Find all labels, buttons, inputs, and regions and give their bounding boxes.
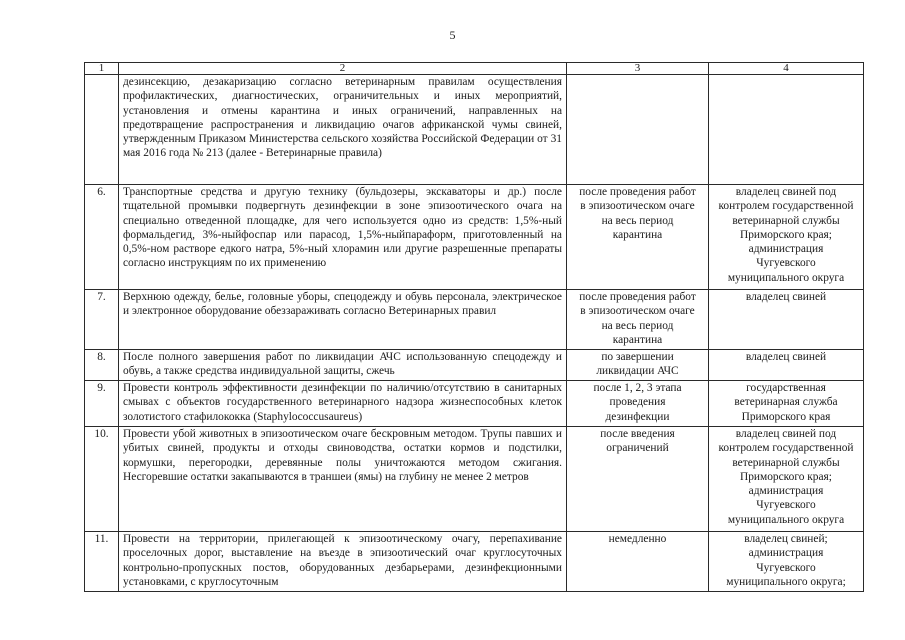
term-text: немедленно — [608, 533, 667, 545]
table-row — [85, 381, 864, 427]
responsible-text: владелец свиней — [745, 351, 827, 363]
row-number: 10. — [85, 427, 119, 532]
column-header: 1 — [85, 63, 119, 75]
responsible-text: государственная ветеринарная служба Приморского края — [734, 382, 838, 423]
measure-cell: Провести на территории, прилегающей к эпизоотическому очагу, перепахивание проселочных дорог, выставление на въезде в эпизоотический очаг круглосуточных контрольно-пропускных постов, оборудованных дезбарьерами, дезинфекционными установками, с круглосуточным — [119, 532, 567, 592]
page-number: 5 — [449, 28, 456, 42]
measure-cell: Транспортные средства и другую технику (бульдозеры, экскаваторы и др.) после тщательной промывки подвергнуть дезинфекции в зоне эпизоотического очага на специально отведенной площадке, для чего используется одно из средств: 1,5%-ный формальдегид, 3%-ныйфоспар или парасод, 1,5%-ныйпараформ, приготовленный на 0,5%-ном растворе едкого натра, 5%-ный хлорамин или другие разрешенные препараты согласно инструкциям по их применению — [119, 185, 567, 290]
term-cell — [567, 532, 709, 592]
table-row — [85, 75, 864, 185]
term-cell — [567, 290, 709, 350]
column-header: 4 — [709, 63, 864, 75]
responsible-text: владелец свиней под контролем государственной ветеринарной службы Приморского края; администрация Чугуевского муниципального округа — [718, 428, 854, 526]
measure-cell: Верхнюю одежду, белье, головные уборы, спецодежду и обувь персонала, электрическое и электронное оборудование обеззараживать согласно Ветеринарных правил — [119, 290, 567, 350]
term-cell — [567, 427, 709, 532]
term-text: после 1, 2, 3 этапа проведения дезинфекции — [593, 382, 682, 423]
responsible-cell — [709, 75, 864, 185]
responsible-text: владелец свиней — [745, 291, 827, 303]
row-number: 9. — [85, 381, 119, 427]
responsible-text: владелец свиней; администрация Чугуевского муниципального округа; — [726, 533, 846, 588]
row-number: 8. — [85, 350, 119, 381]
table-row — [85, 427, 864, 532]
responsible-cell — [709, 185, 864, 290]
term-text: по завершении ликвидации АЧС — [596, 351, 679, 378]
row-number: 6. — [85, 185, 119, 290]
term-cell — [567, 350, 709, 381]
column-header: 2 — [119, 63, 567, 75]
responsible-cell — [709, 290, 864, 350]
table-row — [85, 532, 864, 592]
responsible-text: владелец свиней под контролем государственной ветеринарной службы Приморского края; администрация Чугуевского муниципального округа — [718, 186, 854, 284]
term-cell — [567, 75, 709, 185]
term-text: после введения ограничений — [600, 428, 675, 455]
measure-cell: После полного завершения работ по ликвидации АЧС использованную спецодежду и обувь, а также средства индивидуальной защиты, сжечь — [119, 350, 567, 381]
table-row — [85, 185, 864, 290]
measure-cell: дезинсекцию, дезакаризацию согласно ветеринарным правилам осуществления профилактических, диагностических, ограничительных и иных мероприятий, установления и отмены карантина и иных ограничений, направленных на предотвращение распространения и ликвидацию очагов африканской чумы свиней, утвержденным Приказом Министерства сельского хозяйства Российской Федерации от 31 мая 2016 года № 213 (далее - Ветеринарные правила) — [119, 75, 567, 185]
term-text: после проведения работ в эпизоотическом очаге на весь период карантина — [579, 291, 696, 346]
row-number: 7. — [85, 290, 119, 350]
row-number: 11. — [85, 532, 119, 592]
term-cell — [567, 381, 709, 427]
term-cell — [567, 185, 709, 290]
responsible-cell — [709, 532, 864, 592]
responsible-cell — [709, 350, 864, 381]
responsible-cell — [709, 427, 864, 532]
measure-cell: Провести убой животных в эпизоотическом очаге бескровным методом. Трупы павших и убитых свиней, продукты и отходы свиноводства, остатки кормов и подстилки, кормушки, перегородки, деревянные полы уничтожаются методом сжигания. Несгоревшие остатки закапываются в траншеи (ямы) на глубину не менее 2 метров — [119, 427, 567, 532]
responsible-cell — [709, 381, 864, 427]
table-row — [85, 350, 864, 381]
measures-table — [84, 62, 864, 592]
table-header-row — [85, 63, 864, 75]
term-text: после проведения работ в эпизоотическом очаге на весь период карантина — [579, 186, 696, 241]
row-number — [85, 75, 119, 185]
measure-cell: Провести контроль эффективности дезинфекции по наличию/отсутствию в санитарных смывах с объектов государственного ветеринарного надзора жизнеспособных клеток золотистого стафилококка (Staphylocoсcusaureus) — [119, 381, 567, 427]
column-header: 3 — [567, 63, 709, 75]
table-row — [85, 290, 864, 350]
